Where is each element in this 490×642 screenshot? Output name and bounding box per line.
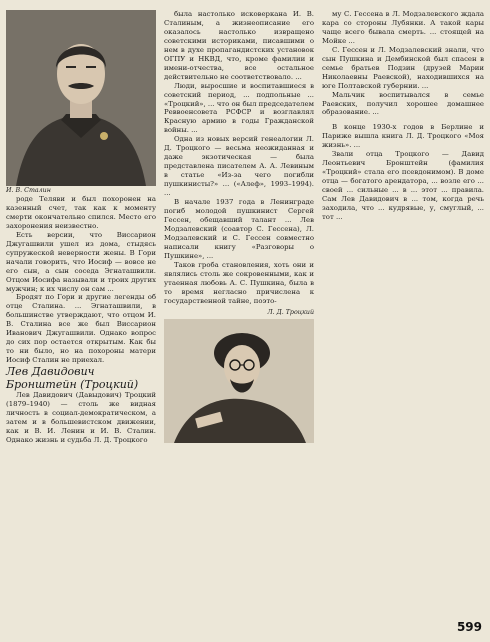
paragraph: Таков гроба становления, хоть они и являлись столь же сокровенными, как и утаенная любовь А. С. Пушкина, была в то время негласно причислена к государственной тайне, поэто- <box>164 260 314 305</box>
page-number: 599 <box>456 620 482 634</box>
paragraph: Есть версии, что Виссарион Джугашвили ушел из дома, стыдясь супружеской неверности жены. В Гори начали говорить, что Иосиф — вовсе не его сын, а сын соседа Эгнаташвили. Отцом Иосифа называли и троих других мужчин; к их числу он сам ... <box>6 230 156 293</box>
text-column-3 <box>322 10 484 222</box>
paragraph: была настолько исковеркана И. В. Сталиным, а жизнеописание его оказалось настолько извращено советскими историками, писавшими о нем в духе пропагандистских установок ОГПУ и НКВД, что, кроме фамилии и имени-отчества, все остальное действительно не соответствовало. ... <box>164 10 314 81</box>
text-column-2 <box>164 10 314 443</box>
stalin-portrait-image <box>6 10 156 186</box>
trotsky-portrait-image <box>164 319 314 443</box>
stalin-portrait-photo <box>6 10 156 186</box>
paragraph: В начале 1937 года в Ленинграде погиб молодой пушкинист Сергей Гессен, обещавший талант ... Лев Модзалевский (соавтор С. Гессена), Л. Модзалевский и С. Гессен совместно написали книгу «Разговоры о Пушкине», ... <box>164 198 314 260</box>
text-column-1 <box>6 10 156 445</box>
paragraph: му С. Гессена в Л. Модзалевского ждала кара со стороны Лубянки. А такой кары чаще всего бывала смерть. ... стоящей на Мойке ... <box>322 10 484 45</box>
paragraph: С. Гессен и Л. Модзалевский знали, что сын Пушкина и Дембинской был спасен в семье братьев Подзин (друзей Марии Николаевны Раевской), находившихся на юге Полтавской губернии. ... <box>322 45 484 90</box>
paragraph: Одна из новых версий генеалогии Л. Д. Троцкого — весьма неожиданная и даже экзотическая — была представлена писателем А. А. Левиным в статье «Из-за чего погибли пушкинисты?» ... («Алеф», 1993–1994). ... <box>164 135 314 198</box>
paragraph: роде Теляви и был похоронен на казенный счет, так как к моменту смерти окончательно спился. Место его захоронения неизвестно. <box>6 195 156 230</box>
stalin-photo-caption: И. В. Сталин <box>6 187 51 194</box>
paragraph: В конце 1930-х годов в Берлине и Париже вышла книга Л. Д. Троцкого «Моя жизнь». ... <box>322 123 484 150</box>
paragraph: Люди, выросшие и воспитавшиеся в советский период, ... подпольные ... «Троцкий», ... что он был председателем Реввоенсовета РСФСР и возглавлял Красную армию в годы Гражданской войны. ... <box>164 81 314 135</box>
paragraph: Звали отца Троцкого — Давид Леонтьевич Бронштейн (фамилия «Троцкий» стала его псевдонимом). В доме отца — богатого арендатора, ... возле его ... своей ... сильные ... в ... этот ... правила. Сам Лев Давидович в ... том, когда речь заходила, что ... кудрявые, у, смуглый, ... тот ... <box>322 150 484 221</box>
paragraph: Лев Давидович (Давыдович) Троцкий (1879–1940) — столь же видная личность в социал-демократическом, а затем и в большевистском движении, как и В. И. Ленин и И. В. Сталин. Однако жизнь и судьба Л. Д. Троцкого <box>6 391 156 444</box>
trotsky-portrait-photo <box>164 319 314 443</box>
paragraph: Бродят по Гори и другие легенды об отце Сталина. ... Эгнаташвили, в большинстве утверждают, что отцом И. В. Сталина все же был Виссарион Иванович Джугашвили. Однако вопрос до сих пор остается открытым. Как бы то ни было, но на похороны матери Иосиф Сталин не приехал. <box>6 293 156 365</box>
section-heading: Лев Давидович Бронштейн (Троцкий) <box>6 365 139 392</box>
paragraph: Мальчик воспитывался в семье Раевских, получил хорошее домашнее образование. ... <box>322 90 484 117</box>
trotsky-photo-caption: Л. Д. Троцкий <box>267 309 314 317</box>
